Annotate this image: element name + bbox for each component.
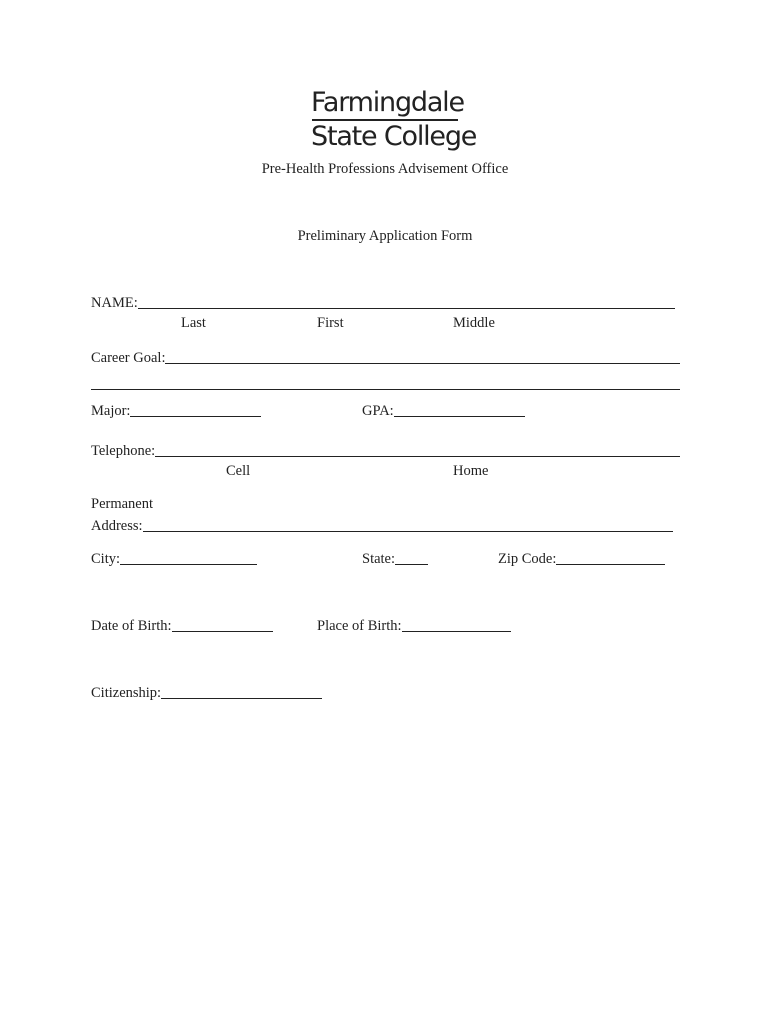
address-line[interactable]: [143, 515, 673, 532]
place-of-birth-label: Place of Birth:: [317, 618, 402, 634]
zip-line[interactable]: [556, 548, 665, 565]
name-middle-caption: Middle: [453, 315, 495, 331]
citizenship-field[interactable]: [91, 682, 322, 702]
telephone-cell-caption: Cell: [226, 463, 251, 479]
state-label: State:: [362, 551, 396, 567]
gpa-line[interactable]: [394, 400, 525, 417]
major-field[interactable]: [91, 400, 261, 420]
logo-line1: Farmingdale: [311, 87, 464, 118]
city-field[interactable]: [91, 548, 257, 568]
place-of-birth-line[interactable]: [402, 615, 511, 632]
major-line[interactable]: [130, 400, 261, 417]
zip-field[interactable]: [498, 548, 665, 568]
career-goal-line-2[interactable]: [91, 389, 680, 390]
name-line[interactable]: [138, 292, 675, 309]
career-goal-label: Career Goal:: [91, 350, 166, 366]
state-line[interactable]: [395, 548, 428, 565]
major-label: Major:: [91, 403, 131, 419]
name-last-caption: Last: [181, 315, 206, 331]
gpa-field[interactable]: [362, 400, 525, 420]
address-label: Address:: [91, 518, 143, 534]
career-goal-line[interactable]: [165, 347, 680, 364]
date-of-birth-label: Date of Birth:: [91, 618, 172, 634]
city-label: City:: [91, 551, 121, 567]
college-logo: [311, 87, 477, 158]
zip-label: Zip Code:: [498, 551, 557, 567]
address-field[interactable]: [91, 515, 673, 535]
place-of-birth-field[interactable]: [317, 615, 511, 635]
form-title: Preliminary Application Form: [297, 228, 473, 244]
career-goal-field[interactable]: [91, 347, 680, 367]
office-name: Pre-Health Professions Advisement Office: [261, 161, 509, 177]
name-field[interactable]: [91, 292, 675, 312]
permanent-label: Permanent: [91, 496, 154, 512]
gpa-label: GPA:: [362, 403, 394, 419]
date-of-birth-line[interactable]: [172, 615, 273, 632]
telephone-home-caption: Home: [453, 463, 489, 479]
state-field[interactable]: [362, 548, 428, 568]
citizenship-line[interactable]: [161, 682, 322, 699]
telephone-line[interactable]: [155, 440, 680, 457]
telephone-label: Telephone:: [91, 443, 156, 459]
logo-line2: State College: [311, 121, 477, 152]
city-line[interactable]: [120, 548, 257, 565]
date-of-birth-field[interactable]: [91, 615, 273, 635]
citizenship-label: Citizenship:: [91, 685, 162, 701]
name-label: NAME:: [91, 295, 138, 311]
name-first-caption: First: [317, 315, 344, 331]
telephone-field[interactable]: [91, 440, 680, 460]
